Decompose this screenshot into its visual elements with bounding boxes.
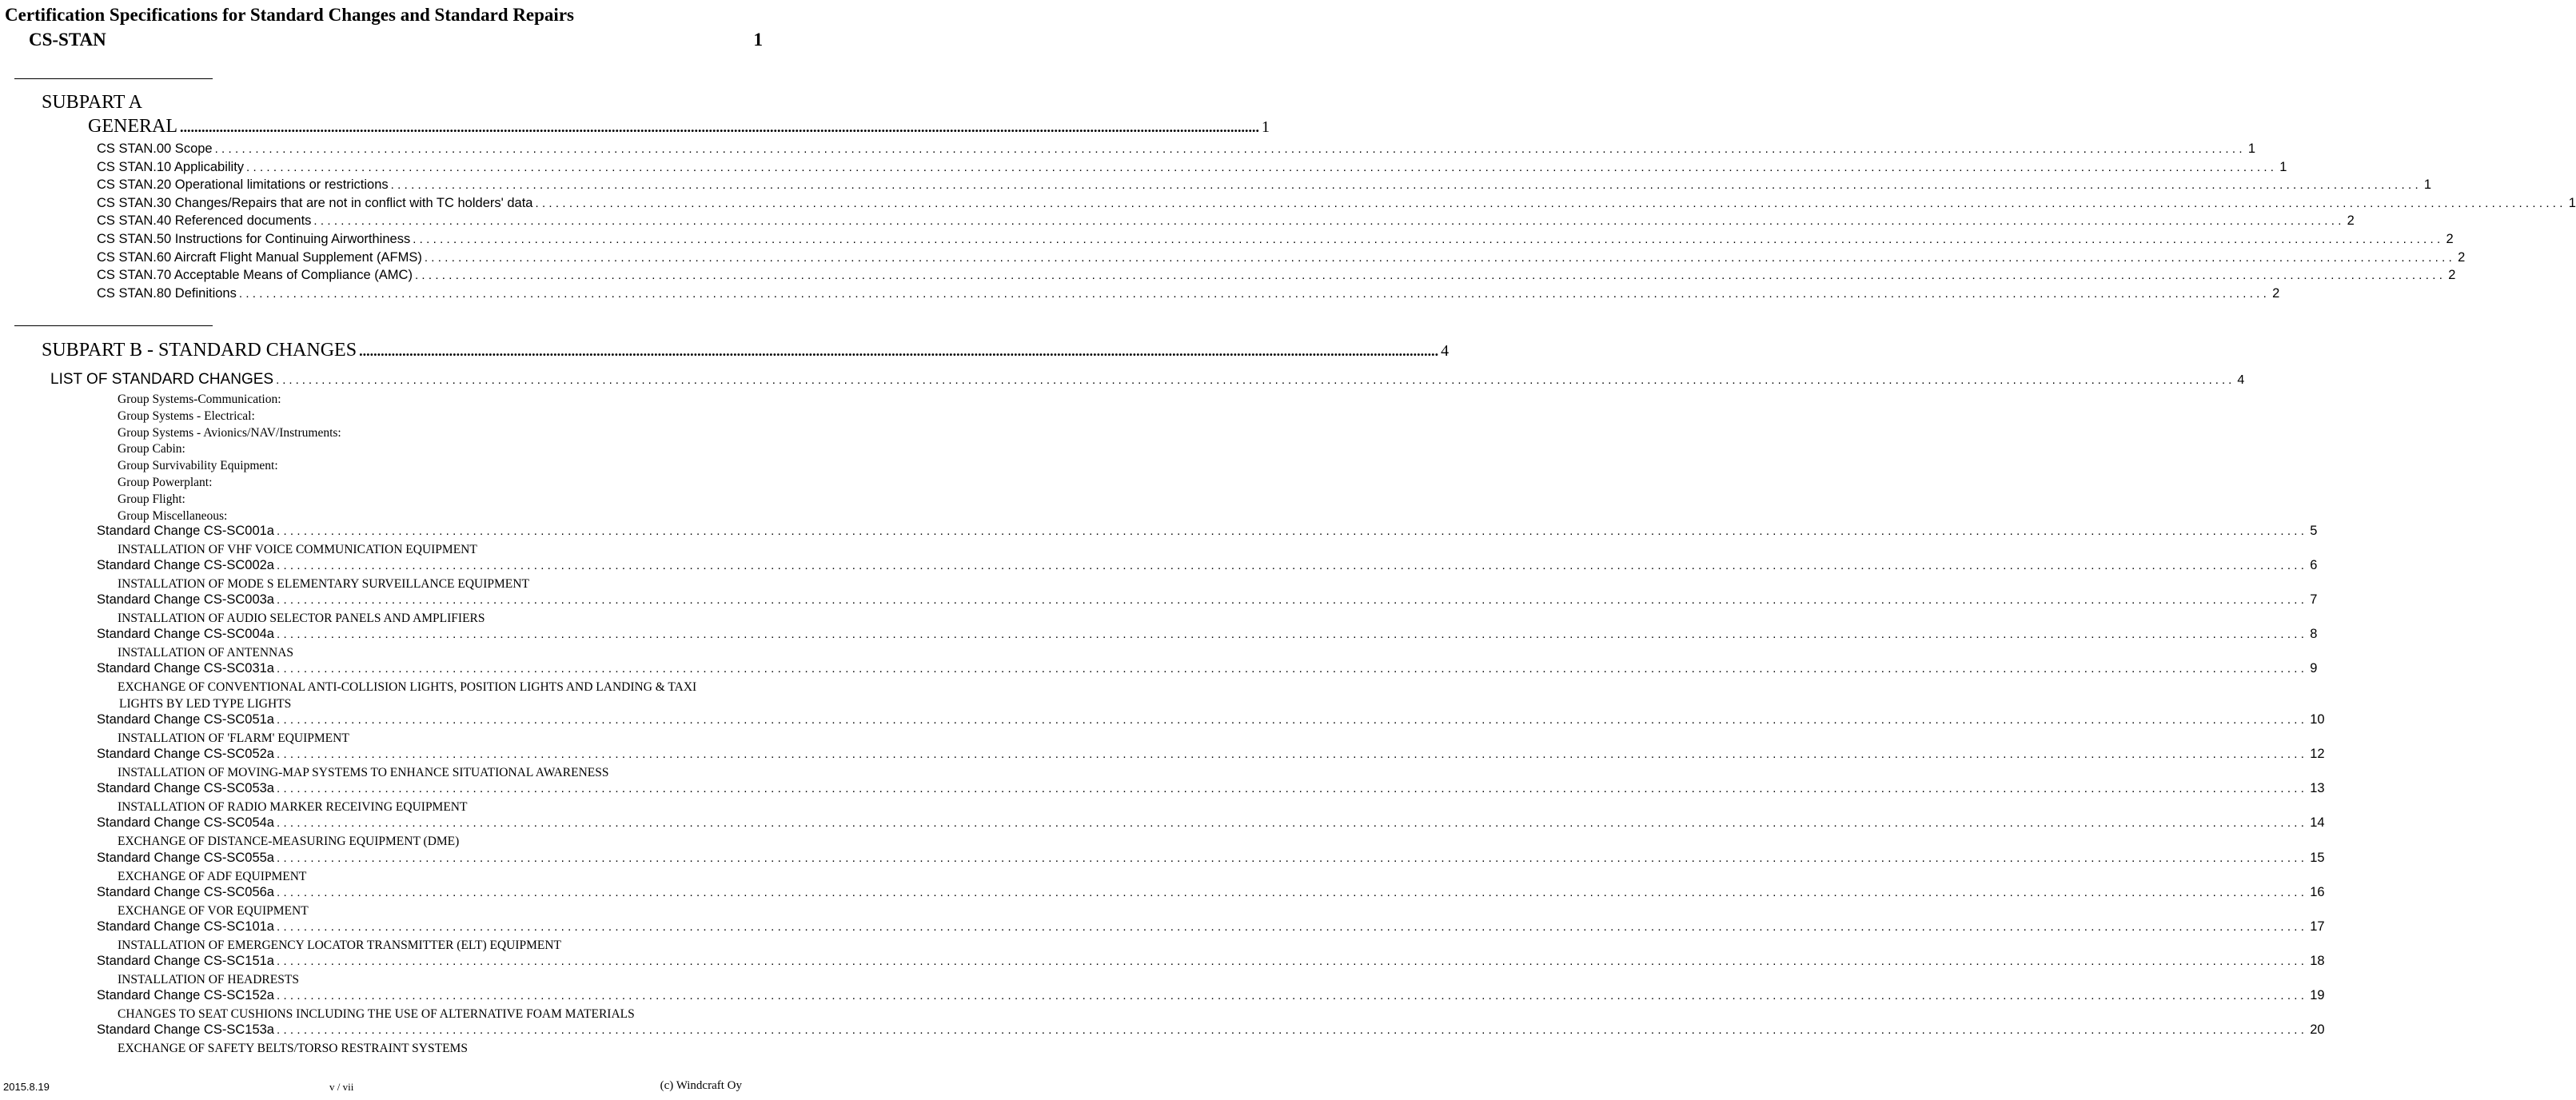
dot-leader: ............................................................................................................................................................................................................................................................................................................: [276, 988, 2308, 1002]
toc-entry-label: CS STAN.10 Applicability: [97, 159, 245, 174]
toc-entry-page: 12: [2310, 747, 2325, 762]
toc-entry-cs-stan[interactable]: [97, 195, 2576, 211]
divider: [14, 325, 213, 326]
toc-entry-page: 20: [2310, 1022, 2325, 1037]
standard-change-description: INSTALLATION OF EMERGENCY LOCATOR TRANSMITTER (ELT) EQUIPMENT: [118, 938, 562, 952]
toc-entry-page: 1: [2279, 159, 2287, 174]
toc-entry-page: 16: [2310, 884, 2325, 899]
toc-entry-label: CS STAN.00 Scope: [97, 141, 213, 156]
toc-entry-label: CS STAN.50 Instructions for Continuing Airworthiness: [97, 232, 411, 246]
dot-leader: ............................................................................................................................................................................................................................................................................................................: [214, 142, 2246, 156]
document-title: Certification Specifications for Standard Changes and Standard Repairs: [5, 5, 574, 25]
toc-entry-label: Standard Change CS-SC053a: [97, 781, 274, 796]
toc-entry-standard-change[interactable]: [97, 627, 2318, 642]
standard-change-description: INSTALLATION OF HEADRESTS: [118, 972, 299, 986]
dot-leader: ............................................................................................................................................................................................................................................................................................................: [276, 919, 2308, 934]
toc-entry-page: 7: [2310, 592, 2318, 608]
footer-copyright: (c) Windcraft Oy: [660, 1079, 742, 1092]
toc-entry-label: Standard Change CS-SC055a: [97, 850, 274, 865]
dot-leader: ............................................................................................................................................................................................................................................................................................................: [390, 178, 2422, 193]
dot-leader: ............................................................................................................................................................................................................................................................................................................: [276, 885, 2308, 899]
toc-entry-page: 2: [2272, 285, 2280, 301]
toc-entry-page: 18: [2310, 953, 2325, 968]
toc-entry-label: Standard Change CS-SC101a: [97, 919, 274, 934]
toc-entry-page: 1: [2247, 141, 2256, 156]
toc-entry-label: Standard Change CS-SC001a: [97, 524, 274, 538]
dot-leader: ............................................................................................................................................................................................................................................................................................................: [276, 851, 2308, 865]
toc-entry-general[interactable]: [88, 116, 1270, 138]
toc-entry-standard-change[interactable]: [97, 884, 2325, 900]
standard-change-description: INSTALLATION OF ANTENNAS: [118, 646, 294, 660]
group-label: Group Systems - Electrical:: [118, 409, 255, 423]
toc-entry-label: Standard Change CS-SC002a: [97, 558, 274, 573]
toc-entry-standard-change[interactable]: [97, 953, 2325, 969]
toc-entry-cs-stan[interactable]: [97, 177, 2432, 193]
toc-entry-label: CS STAN.70 Acceptable Means of Compliance (AMC): [97, 268, 413, 283]
standard-change-description: INSTALLATION OF MOVING-MAP SYSTEMS TO ENHANCE SITUATIONAL AWARENESS: [118, 766, 609, 780]
toc-entry-page: 19: [2310, 987, 2325, 1002]
toc-entry-page: 1: [2568, 195, 2576, 210]
dot-leader: ............................................................................................................................................................................................................................................................................................................: [179, 119, 1259, 135]
dot-leader: ............................................................................................................................................................................................................................................................................................................: [276, 593, 2308, 608]
dot-leader: ............................................................................................................................................................................................................................................................................................................: [246, 160, 2278, 174]
toc-entry-page: 4: [2237, 373, 2245, 387]
document-code: CS-STAN: [29, 30, 106, 50]
subpart-a-heading: SUBPART A: [42, 92, 142, 113]
standard-change-description: EXCHANGE OF ADF EQUIPMENT: [118, 869, 307, 883]
dot-leader: ............................................................................................................................................................................................................................................................................................................: [313, 214, 2345, 229]
toc-entry-page: 17: [2310, 919, 2325, 934]
toc-entry-standard-change[interactable]: [97, 781, 2325, 796]
toc-entry-cs-stan[interactable]: [97, 159, 2287, 175]
toc-entry-label: Standard Change CS-SC152a: [97, 987, 274, 1002]
dot-leader: ............................................................................................................................................................................................................................................................................................................: [276, 559, 2308, 573]
toc-entry-label: CS STAN.30 Changes/Repairs that are not in conflict with TC holders' data: [97, 195, 533, 210]
toc-entry-label: CS STAN.60 Aircraft Flight Manual Supplement (AFMS): [97, 249, 422, 265]
toc-entry-cs-stan[interactable]: [97, 285, 2280, 301]
toc-entry-page: 4: [1441, 342, 1449, 360]
toc-entry-standard-change[interactable]: [97, 987, 2325, 1003]
toc-entry-page: 5: [2310, 524, 2318, 538]
dot-leader: ............................................................................................................................................................................................................................................................................................................: [276, 816, 2308, 831]
standard-change-description: EXCHANGE OF VOR EQUIPMENT: [118, 903, 309, 918]
toc-entry-cs-stan[interactable]: [97, 213, 2355, 229]
group-label: Group Systems-Communication:: [118, 393, 281, 406]
standard-change-description: INSTALLATION OF VHF VOICE COMMUNICATION EQUIPMENT: [118, 543, 477, 556]
standard-change-description: INSTALLATION OF AUDIO SELECTOR PANELS AND AMPLIFIERS: [118, 612, 485, 626]
toc-entry-label: CS STAN.80 Definitions: [97, 285, 237, 301]
toc-entry-page: 2: [2448, 268, 2456, 283]
standard-change-description: INSTALLATION OF MODE S ELEMENTARY SURVEILLANCE EQUIPMENT: [118, 577, 529, 592]
toc-entry-subpart-b[interactable]: [42, 340, 1449, 361]
toc-entry-page: 10: [2310, 712, 2325, 727]
standard-change-description: EXCHANGE OF SAFETY BELTS/TORSO RESTRAINT SYSTEMS: [118, 1042, 468, 1055]
group-label: Group Miscellaneous:: [118, 508, 228, 523]
standard-change-description: EXCHANGE OF DISTANCE-MEASURING EQUIPMENT (DME): [118, 835, 460, 849]
toc-entry-page: 2: [2347, 213, 2355, 229]
toc-entry-list-of-standard-changes[interactable]: [50, 371, 2245, 389]
dot-leader: ............................................................................................................................................................................................................................................................................................................: [276, 524, 2308, 538]
dot-leader: ............................................................................................................................................................................................................................................................................................................: [276, 373, 2235, 387]
toc-entry-page: 9: [2310, 661, 2318, 676]
toc-entry-label: Standard Change CS-SC003a: [97, 592, 274, 608]
group-label: Group Flight:: [118, 492, 185, 506]
header-page-number: 1: [753, 30, 763, 50]
toc-entry-label: SUBPART B - STANDARD CHANGES: [42, 340, 357, 361]
toc-entry-page: 13: [2310, 781, 2325, 796]
toc-entry-label: Standard Change CS-SC054a: [97, 815, 274, 831]
toc-entry-standard-change[interactable]: [97, 712, 2325, 727]
divider: [14, 78, 213, 79]
toc-entry-label: Standard Change CS-SC056a: [97, 884, 274, 899]
toc-entry-label: Standard Change CS-SC052a: [97, 747, 274, 762]
toc-entry-page: 8: [2310, 627, 2318, 642]
dot-leader: ............................................................................................................................................................................................................................................................................................................: [414, 269, 2446, 283]
toc-entry-label: LIST OF STANDARD CHANGES: [50, 371, 274, 388]
group-label: Group Powerplant:: [118, 476, 213, 489]
toc-entry-standard-change[interactable]: [97, 815, 2325, 831]
toc-entry-page: 15: [2310, 850, 2325, 865]
toc-entry-cs-stan[interactable]: [97, 232, 2454, 247]
toc-entry-label: Standard Change CS-SC051a: [97, 712, 274, 727]
dot-leader: ............................................................................................................................................................................................................................................................................................................: [276, 713, 2308, 727]
toc-entry-standard-change[interactable]: [97, 524, 2318, 539]
group-label: Group Survivability Equipment:: [118, 459, 278, 473]
toc-entry-standard-change[interactable]: [97, 1022, 2325, 1038]
dot-leader: ............................................................................................................................................................................................................................................................................................................: [359, 343, 1439, 359]
standard-change-description: INSTALLATION OF RADIO MARKER RECEIVING EQUIPMENT: [118, 800, 468, 815]
group-label: Group Cabin:: [118, 442, 185, 456]
toc-entry-page: 1: [1261, 118, 1270, 136]
toc-entry-label: Standard Change CS-SC153a: [97, 1022, 274, 1037]
toc-entry-standard-change[interactable]: [97, 661, 2318, 676]
toc-entry-label: CS STAN.40 Referenced documents: [97, 213, 312, 229]
toc-entry-standard-change[interactable]: [97, 850, 2325, 866]
toc-entry-cs-stan[interactable]: [97, 268, 2456, 283]
toc-entry-label: Standard Change CS-SC004a: [97, 627, 274, 642]
standard-change-description: EXCHANGE OF CONVENTIONAL ANTI-COLLISION LIGHTS, POSITION LIGHTS AND LANDING & TAXI: [118, 680, 697, 695]
dot-leader: ............................................................................................................................................................................................................................................................................................................: [424, 250, 2456, 265]
dot-leader: ............................................................................................................................................................................................................................................................................................................: [413, 233, 2444, 246]
toc-entry-page: 1: [2423, 177, 2432, 193]
toc-entry-label: Standard Change CS-SC151a: [97, 953, 274, 968]
footer-date: 2015.8.19: [3, 1081, 50, 1093]
standard-change-description: INSTALLATION OF 'FLARM' EQUIPMENT: [118, 731, 349, 746]
toc-entry-page: 2: [2446, 232, 2454, 246]
toc-entry-standard-change[interactable]: [97, 747, 2325, 762]
toc-entry-page: 6: [2310, 558, 2318, 573]
standard-change-description: CHANGES TO SEAT CUSHIONS INCLUDING THE USE OF ALTERNATIVE FOAM MATERIALS: [118, 1006, 635, 1021]
toc-entry-standard-change[interactable]: [97, 919, 2325, 935]
dot-leader: ............................................................................................................................................................................................................................................................................................................: [276, 954, 2308, 968]
toc-entry-cs-stan[interactable]: [97, 141, 2256, 157]
toc-entry-standard-change[interactable]: [97, 592, 2318, 608]
standard-change-description: LIGHTS BY LED TYPE LIGHTS: [119, 697, 292, 711]
toc-entry-standard-change[interactable]: [97, 558, 2318, 573]
group-label: Group Systems - Avionics/NAV/Instruments:: [118, 425, 341, 440]
dot-leader: ............................................................................................................................................................................................................................................................................................................: [535, 196, 2566, 210]
dot-leader: ............................................................................................................................................................................................................................................................................................................: [276, 662, 2308, 676]
dot-leader: ............................................................................................................................................................................................................................................................................................................: [276, 782, 2308, 796]
toc-entry-label: CS STAN.20 Operational limitations or restrictions: [97, 177, 389, 193]
toc-entry-label: Standard Change CS-SC031a: [97, 661, 274, 676]
dot-leader: ............................................................................................................................................................................................................................................................................................................: [276, 1023, 2308, 1037]
toc-entry-label: GENERAL: [88, 116, 177, 137]
dot-leader: ............................................................................................................................................................................................................................................................................................................: [276, 747, 2308, 762]
toc-entry-page: 14: [2310, 815, 2325, 831]
footer-page-number: v / vii: [329, 1081, 354, 1093]
dot-leader: ............................................................................................................................................................................................................................................................................................................: [238, 286, 2271, 301]
dot-leader: ............................................................................................................................................................................................................................................................................................................: [276, 628, 2308, 642]
toc-entry-cs-stan[interactable]: [97, 249, 2466, 265]
toc-entry-page: 2: [2458, 249, 2466, 265]
